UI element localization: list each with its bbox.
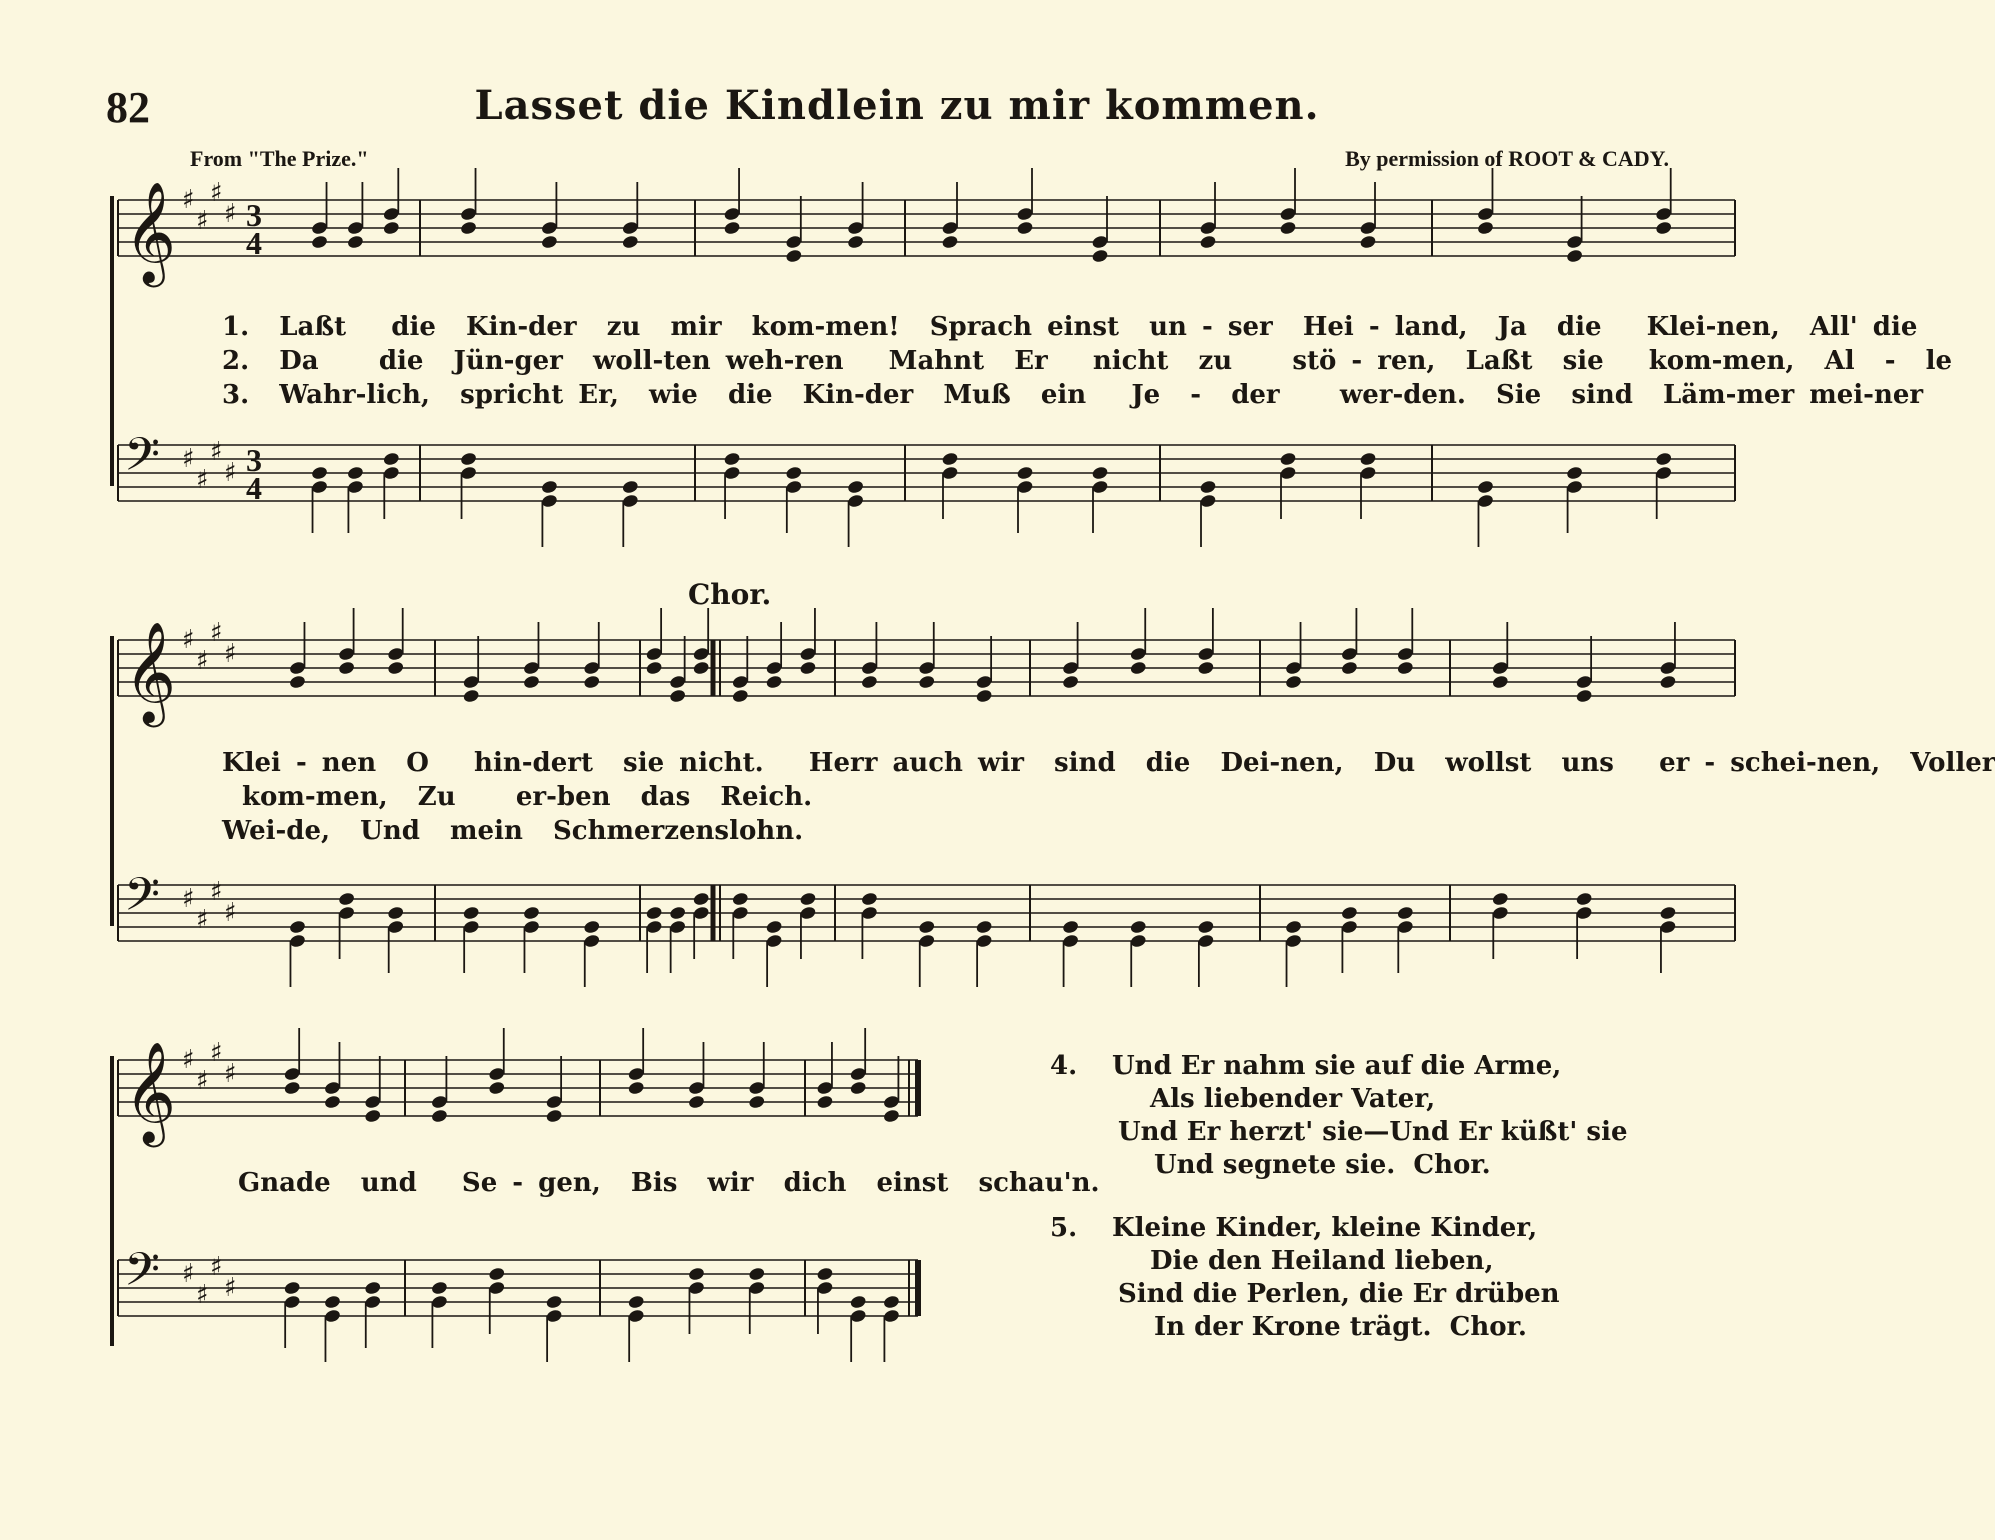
system-2-lyric-verse-3: Wei-de, Und mein Schmerzenslohn. bbox=[222, 816, 804, 846]
note-head bbox=[692, 891, 710, 906]
sharp-icon: ♯ bbox=[182, 1045, 195, 1075]
note-head bbox=[1062, 919, 1080, 934]
sharp-icon: ♯ bbox=[196, 646, 209, 676]
treble-clef-icon: 𝄞 bbox=[124, 180, 177, 283]
note-head bbox=[621, 234, 639, 249]
sharp-icon: ♯ bbox=[210, 437, 223, 467]
note-head bbox=[645, 660, 663, 675]
note-head bbox=[860, 891, 878, 906]
verse-line: Und Er nahm sie auf die Arme, bbox=[1112, 1051, 1562, 1081]
note-head bbox=[882, 1108, 900, 1123]
note-head bbox=[1197, 660, 1215, 675]
verse-line: Sind die Perlen, die Er drüben bbox=[1118, 1279, 1560, 1309]
note-head bbox=[283, 1080, 301, 1095]
note-head bbox=[918, 674, 936, 689]
note-head bbox=[346, 234, 364, 249]
system-1-lyric-verse-2: 2. Da die Jün-ger woll-ten weh-ren Mahnt Er nicht zu stö - ren, Laßt sie kom-men, Al - le bbox=[222, 346, 1953, 376]
time-signature-numerator: 3 bbox=[246, 442, 262, 478]
note-head bbox=[1575, 891, 1593, 906]
note-head bbox=[1566, 465, 1584, 480]
note-head bbox=[1659, 905, 1677, 920]
note-head bbox=[1129, 660, 1147, 675]
note-head bbox=[462, 905, 480, 920]
system-3-lyric: Gnade und Se - gen, Bis wir dich einst schau'n. bbox=[238, 1168, 1100, 1198]
verse-line: Die den Heiland lieben, bbox=[1150, 1246, 1494, 1276]
note-head bbox=[731, 688, 749, 703]
note-head bbox=[918, 919, 936, 934]
note-head bbox=[799, 660, 817, 675]
note-head bbox=[1396, 905, 1414, 920]
verse-line: In der Krone trägt. Chor. bbox=[1154, 1312, 1527, 1342]
verse-line: Kleine Kinder, kleine Kinder, bbox=[1112, 1213, 1538, 1243]
note-head bbox=[324, 1294, 342, 1309]
source-credit: From "The Prize." bbox=[190, 146, 369, 171]
chorus-label: Chor. bbox=[688, 578, 772, 611]
note-head bbox=[289, 919, 307, 934]
treble-clef-icon: 𝄞 bbox=[124, 1040, 177, 1143]
note-head bbox=[941, 234, 959, 249]
verse-number: 5. bbox=[1050, 1213, 1078, 1243]
note-head bbox=[338, 660, 356, 675]
sharp-icon: ♯ bbox=[196, 465, 209, 495]
note-head bbox=[1340, 905, 1358, 920]
sharp-icon: ♯ bbox=[224, 639, 237, 669]
note-head bbox=[523, 674, 541, 689]
sharp-icon: ♯ bbox=[196, 1280, 209, 1310]
system-1-bass-staff bbox=[0, 425, 1794, 545]
verse-line: Als liebender Vater, bbox=[1150, 1084, 1436, 1114]
note-head bbox=[621, 479, 639, 494]
sharp-icon: ♯ bbox=[182, 185, 195, 215]
note-head bbox=[816, 1266, 834, 1281]
sharp-icon: ♯ bbox=[224, 898, 237, 928]
note-head bbox=[364, 1108, 382, 1123]
note-head bbox=[1340, 660, 1358, 675]
note-head bbox=[545, 1108, 563, 1123]
sharp-icon: ♯ bbox=[182, 1259, 195, 1289]
bass-clef-icon: 𝄢 bbox=[124, 1243, 161, 1308]
note-head bbox=[311, 234, 329, 249]
note-head bbox=[765, 919, 783, 934]
system-2-bass-staff bbox=[0, 865, 1794, 985]
note-head bbox=[847, 479, 865, 494]
note-head bbox=[731, 891, 749, 906]
note-head bbox=[1129, 919, 1147, 934]
page-number: 82 bbox=[106, 83, 150, 132]
note-head bbox=[849, 1080, 867, 1095]
note-head bbox=[1655, 451, 1673, 466]
sharp-icon: ♯ bbox=[196, 1066, 209, 1096]
note-head bbox=[382, 220, 400, 235]
note-head bbox=[1199, 234, 1217, 249]
note-head bbox=[1655, 220, 1673, 235]
treble-clef-icon: 𝄞 bbox=[124, 620, 177, 723]
note-head bbox=[785, 465, 803, 480]
note-head bbox=[1199, 479, 1217, 494]
sharp-icon: ♯ bbox=[196, 206, 209, 236]
sharp-icon: ♯ bbox=[210, 618, 223, 648]
note-head bbox=[488, 1266, 506, 1281]
note-head bbox=[382, 451, 400, 466]
note-head bbox=[488, 1080, 506, 1095]
sharp-icon: ♯ bbox=[210, 178, 223, 208]
note-head bbox=[816, 1094, 834, 1109]
note-head bbox=[799, 891, 817, 906]
sharp-icon: ♯ bbox=[224, 458, 237, 488]
bass-clef-icon: 𝄢 bbox=[124, 868, 161, 933]
note-head bbox=[1575, 688, 1593, 703]
note-head bbox=[364, 1280, 382, 1295]
time-signature-numerator: 3 bbox=[246, 197, 262, 233]
note-head bbox=[1396, 660, 1414, 675]
note-head bbox=[975, 688, 993, 703]
note-head bbox=[723, 451, 741, 466]
note-head bbox=[346, 465, 364, 480]
note-head bbox=[1359, 451, 1377, 466]
note-head bbox=[765, 674, 783, 689]
note-head bbox=[1359, 234, 1377, 249]
note-head bbox=[669, 905, 687, 920]
note-head bbox=[289, 674, 307, 689]
time-signature-denominator: 4 bbox=[246, 470, 262, 506]
note-head bbox=[1477, 220, 1495, 235]
note-head bbox=[430, 1108, 448, 1123]
note-head bbox=[723, 220, 741, 235]
note-head bbox=[545, 1294, 563, 1309]
note-head bbox=[748, 1094, 766, 1109]
verse-line: Und segnete sie. Chor. bbox=[1154, 1150, 1491, 1180]
note-head bbox=[583, 919, 601, 934]
sharp-icon: ♯ bbox=[182, 444, 195, 474]
note-head bbox=[627, 1294, 645, 1309]
note-head bbox=[523, 905, 541, 920]
note-head bbox=[882, 1294, 900, 1309]
note-head bbox=[540, 479, 558, 494]
page-title: Lasset die Kindlein zu mir kommen. bbox=[474, 82, 1320, 129]
note-head bbox=[688, 1094, 706, 1109]
note-head bbox=[688, 1266, 706, 1281]
note-head bbox=[283, 1280, 301, 1295]
note-head bbox=[748, 1266, 766, 1281]
note-head bbox=[849, 1294, 867, 1309]
verse-number: 4. bbox=[1050, 1051, 1078, 1081]
note-head bbox=[1091, 465, 1109, 480]
note-head bbox=[1285, 674, 1303, 689]
note-head bbox=[669, 688, 687, 703]
note-head bbox=[645, 905, 663, 920]
note-head bbox=[387, 660, 405, 675]
note-head bbox=[1197, 919, 1215, 934]
system-2-lyric-verse-2: kom-men, Zu er-ben das Reich. bbox=[242, 782, 813, 812]
note-head bbox=[1491, 674, 1509, 689]
note-head bbox=[583, 674, 601, 689]
note-head bbox=[324, 1094, 342, 1109]
note-head bbox=[860, 674, 878, 689]
note-head bbox=[460, 451, 478, 466]
note-head bbox=[1279, 220, 1297, 235]
note-head bbox=[847, 234, 865, 249]
sharp-icon: ♯ bbox=[224, 1059, 237, 1089]
note-head bbox=[692, 660, 710, 675]
note-head bbox=[462, 688, 480, 703]
note-head bbox=[1477, 479, 1495, 494]
note-head bbox=[1016, 465, 1034, 480]
note-head bbox=[975, 919, 993, 934]
note-head bbox=[1016, 220, 1034, 235]
sharp-icon: ♯ bbox=[182, 884, 195, 914]
note-head bbox=[311, 465, 329, 480]
time-signature-denominator: 4 bbox=[246, 225, 262, 261]
system-1-lyric-verse-3: 3. Wahr-lich, spricht Er, wie die Kin-der Muß ein Je - der wer-den. Sie sind Läm-mer mei-ner bbox=[222, 380, 1924, 410]
note-head bbox=[1091, 248, 1109, 263]
note-head bbox=[1566, 248, 1584, 263]
system-2-treble-staff bbox=[0, 610, 1794, 750]
note-head bbox=[1285, 919, 1303, 934]
note-head bbox=[1491, 891, 1509, 906]
sharp-icon: ♯ bbox=[210, 1252, 223, 1282]
note-head bbox=[941, 451, 959, 466]
permission-credit: By permission of ROOT & CADY. bbox=[1345, 146, 1669, 171]
sharp-icon: ♯ bbox=[196, 905, 209, 935]
note-head bbox=[387, 905, 405, 920]
verse-line: Und Er herzt' sie—Und Er küßt' sie bbox=[1118, 1117, 1628, 1147]
bass-clef-icon: 𝄢 bbox=[124, 428, 161, 493]
system-1-lyric-verse-1: 1. Laßt die Kin-der zu mir kom-men! Sprach einst un - ser Hei - land, Ja die Klei-nen, All' die bbox=[222, 312, 1918, 342]
note-head bbox=[338, 891, 356, 906]
note-head bbox=[430, 1280, 448, 1295]
sharp-icon: ♯ bbox=[182, 625, 195, 655]
sharp-icon: ♯ bbox=[224, 1273, 237, 1303]
note-head bbox=[627, 1080, 645, 1095]
note-head bbox=[460, 220, 478, 235]
note-head bbox=[540, 234, 558, 249]
note-head bbox=[785, 248, 803, 263]
system-1-treble-staff bbox=[0, 170, 1794, 310]
sharp-icon: ♯ bbox=[210, 877, 223, 907]
note-head bbox=[1659, 674, 1677, 689]
system-2-lyric-verse-1: Klei - nen O hin-dert sie nicht. Herr auch wir sind die Dei-nen, Du wollst uns er - schei-nen, Voller bbox=[222, 748, 1995, 778]
note-head bbox=[1279, 451, 1297, 466]
sharp-icon: ♯ bbox=[224, 199, 237, 229]
note-head bbox=[1062, 674, 1080, 689]
sharp-icon: ♯ bbox=[210, 1038, 223, 1068]
